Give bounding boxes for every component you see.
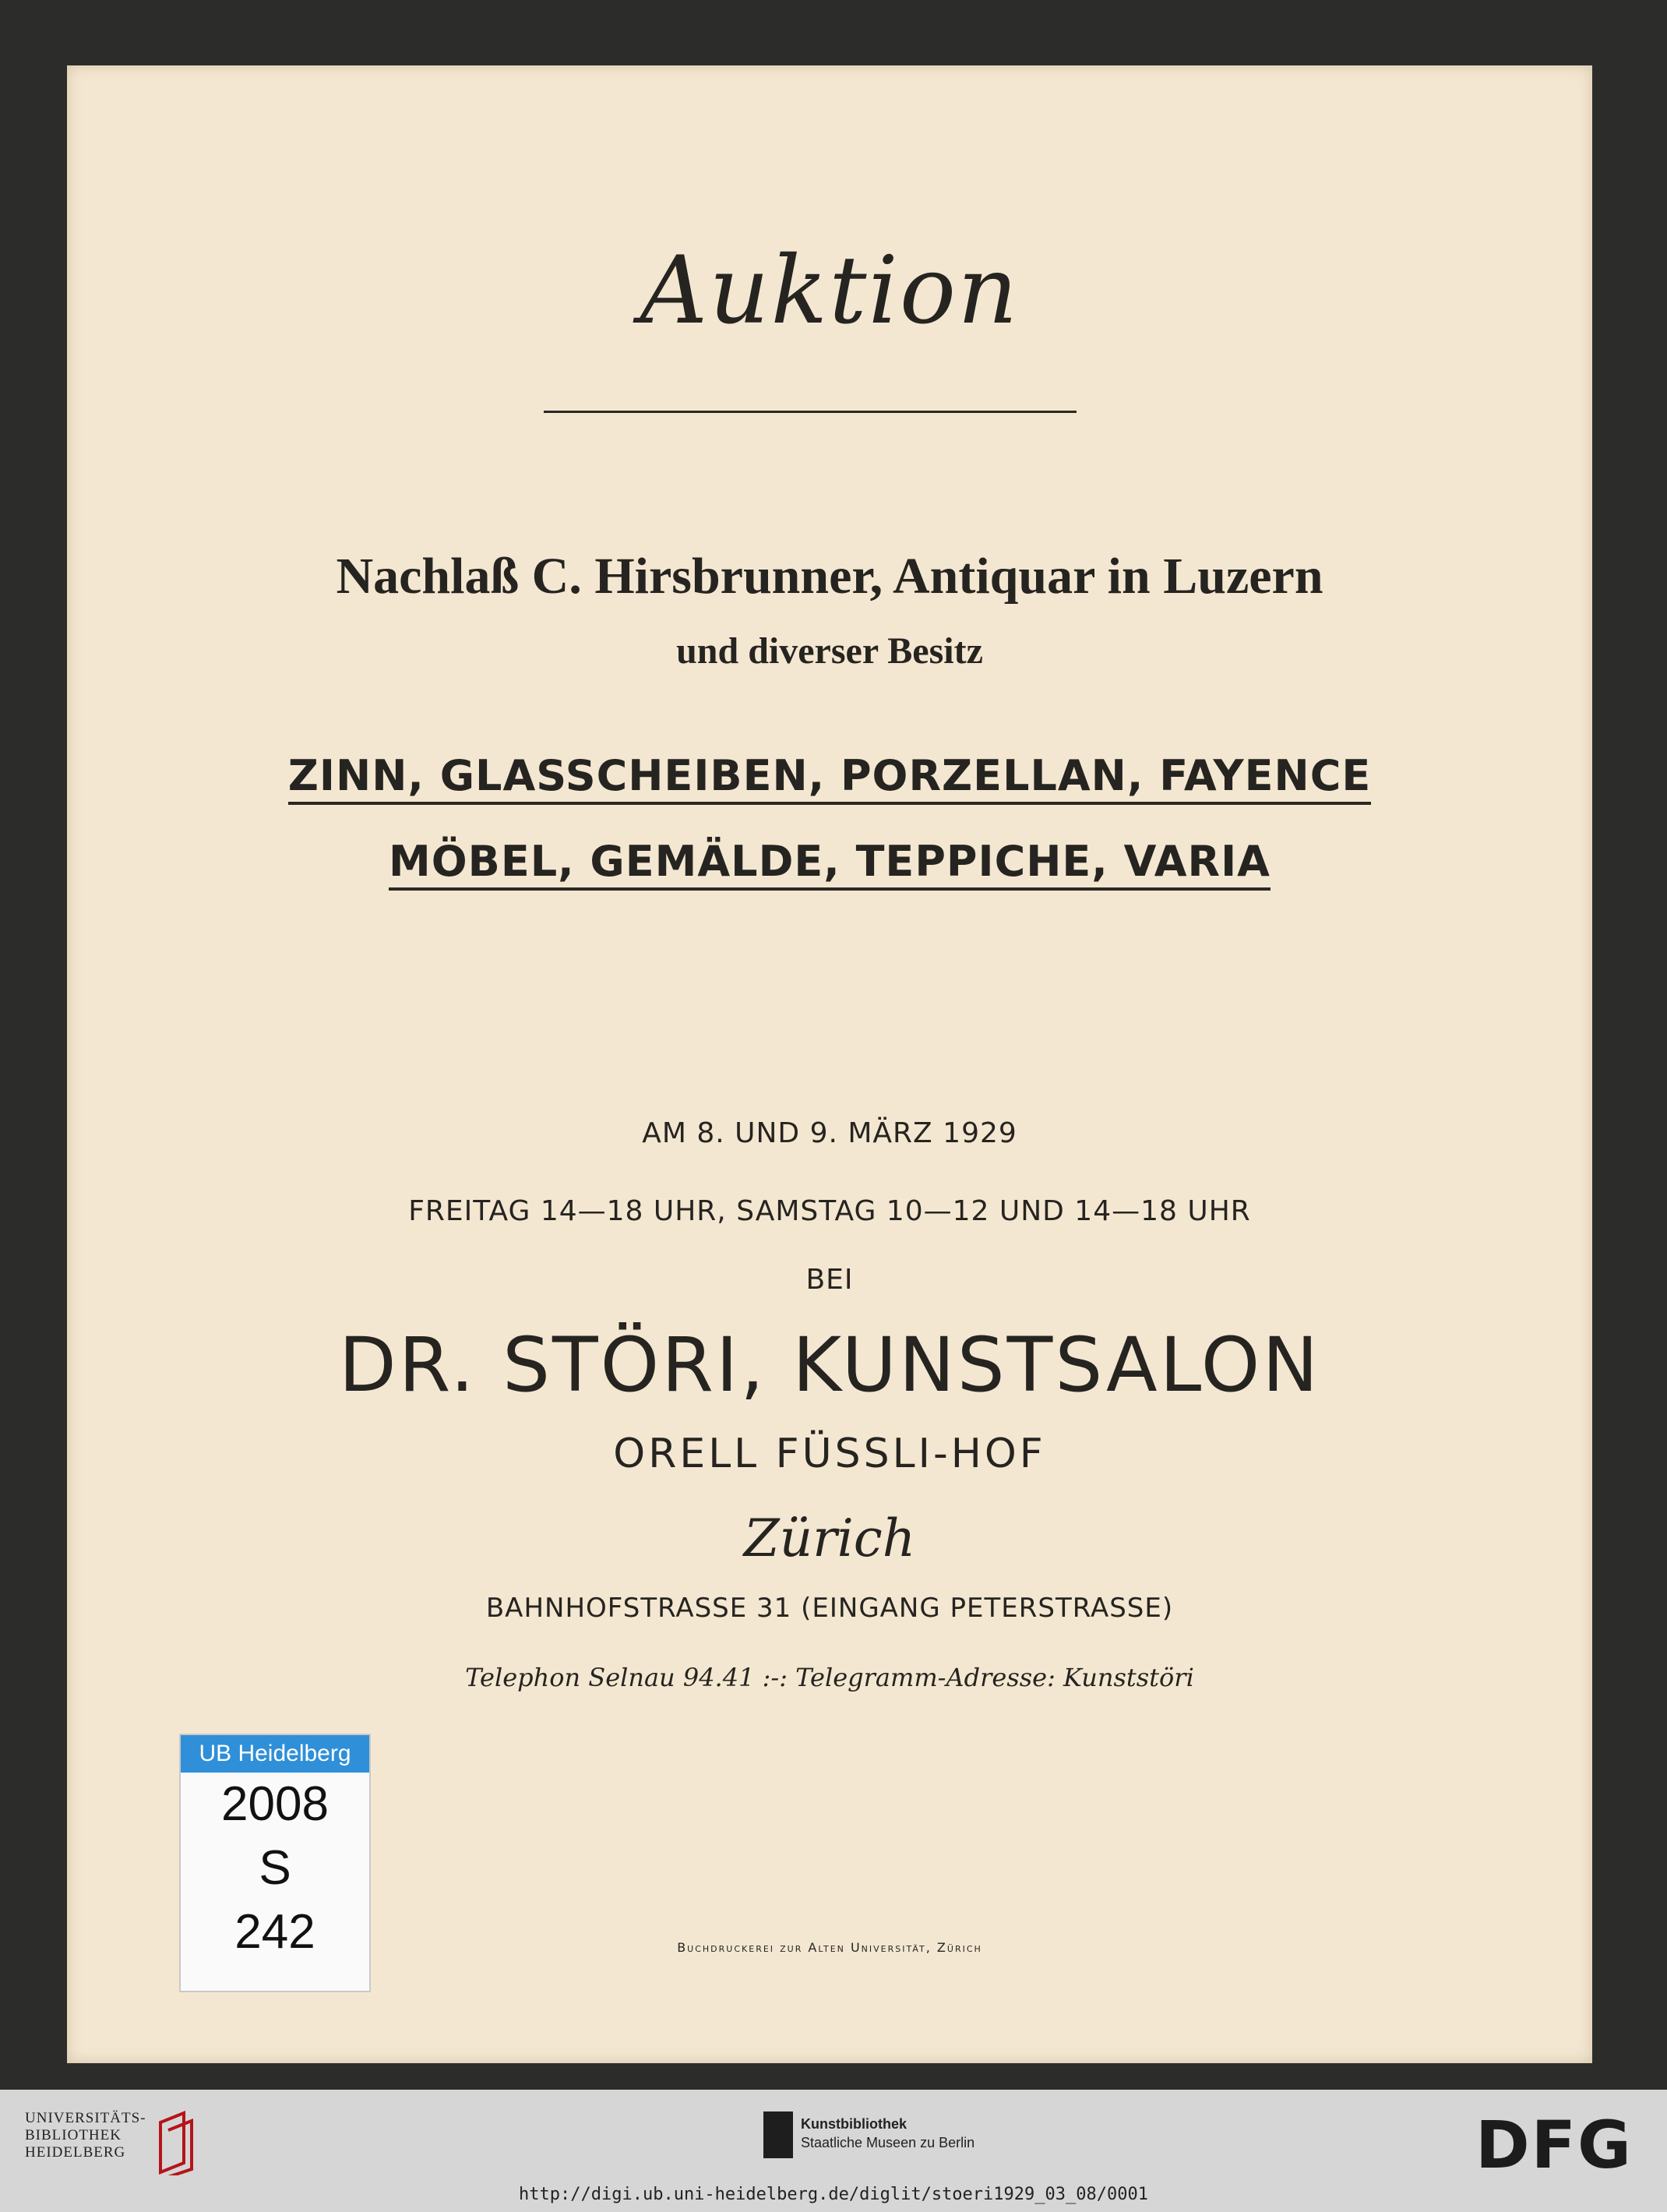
auction-hours: FREITAG 14—18 UHR, SAMSTAG 10—12 UND 14—18 UHR (408, 1195, 1251, 1227)
printer-imprint: Buchdruckerei zur Alten Universität, Zürich (677, 1940, 982, 1955)
uni-logo-line-2: BIBLIOTHEK (25, 2127, 122, 2143)
venue-street: BAHNHOFSTRASSE 31 (EINGANG PETERSTRASSE) (485, 1593, 1174, 1624)
shelf-label-line-3: 242 (234, 1905, 315, 1959)
venue-building: ORELL FÜSSLI-HOF (613, 1431, 1046, 1477)
venue-city: Zürich (743, 1508, 916, 1568)
shelf-label-header: UB Heidelberg (181, 1735, 369, 1773)
contact-line: Telephon Selnau 94.41 :-: Telegramm-Adresse: Kunststöri (465, 1663, 1194, 1692)
estate-subheading: und diverser Besitz (676, 630, 983, 672)
kunstbibliothek-logo[interactable] (801, 2115, 974, 2152)
categories-line-2-text: MÖBEL, GEMÄLDE, TEPPICHE, VARIA (389, 837, 1271, 891)
kb-subtitle: Staatliche Museen zu Berlin (801, 2135, 975, 2150)
categories-line-2 (67, 837, 1592, 891)
cover-title: Auktion (640, 237, 1020, 345)
uni-logo-line-1: UNIVERSITÄTS- (25, 2110, 146, 2126)
shelf-label-line-2: S (259, 1841, 291, 1895)
at-label: BEI (805, 1264, 854, 1296)
categories-line-1 (67, 751, 1592, 805)
categories-line-1-text: ZINN, GLASSCHEIBEN, PORZELLAN, FAYENCE (288, 751, 1371, 805)
dfg-logo[interactable]: DFG (1475, 2107, 1633, 2183)
auction-dates: AM 8. UND 9. MÄRZ 1929 (642, 1117, 1017, 1149)
venue-name: DR. STÖRI, KUNSTSALON (338, 1321, 1321, 1409)
viewer-footer (0, 2090, 1667, 2212)
kunstbibliothek-mark-icon (763, 2111, 793, 2158)
title-rule (544, 411, 1077, 413)
university-library-logo[interactable] (25, 2110, 146, 2161)
shelf-mark-label (179, 1734, 371, 1992)
permalink-url[interactable]: http://digi.ub.uni-heidelberg.de/diglit/stoeri1929_03_08/0001 (519, 2185, 1148, 2204)
kb-title: Kunstbibliothek (801, 2116, 907, 2132)
uni-logo-line-3: HEIDELBERG (25, 2144, 126, 2161)
university-library-mark-icon (153, 2107, 199, 2175)
shelf-label-line-1: 2008 (221, 1777, 329, 1831)
estate-heading: Nachlaß C. Hirsbrunner, Antiquar in Luzern (336, 548, 1323, 605)
